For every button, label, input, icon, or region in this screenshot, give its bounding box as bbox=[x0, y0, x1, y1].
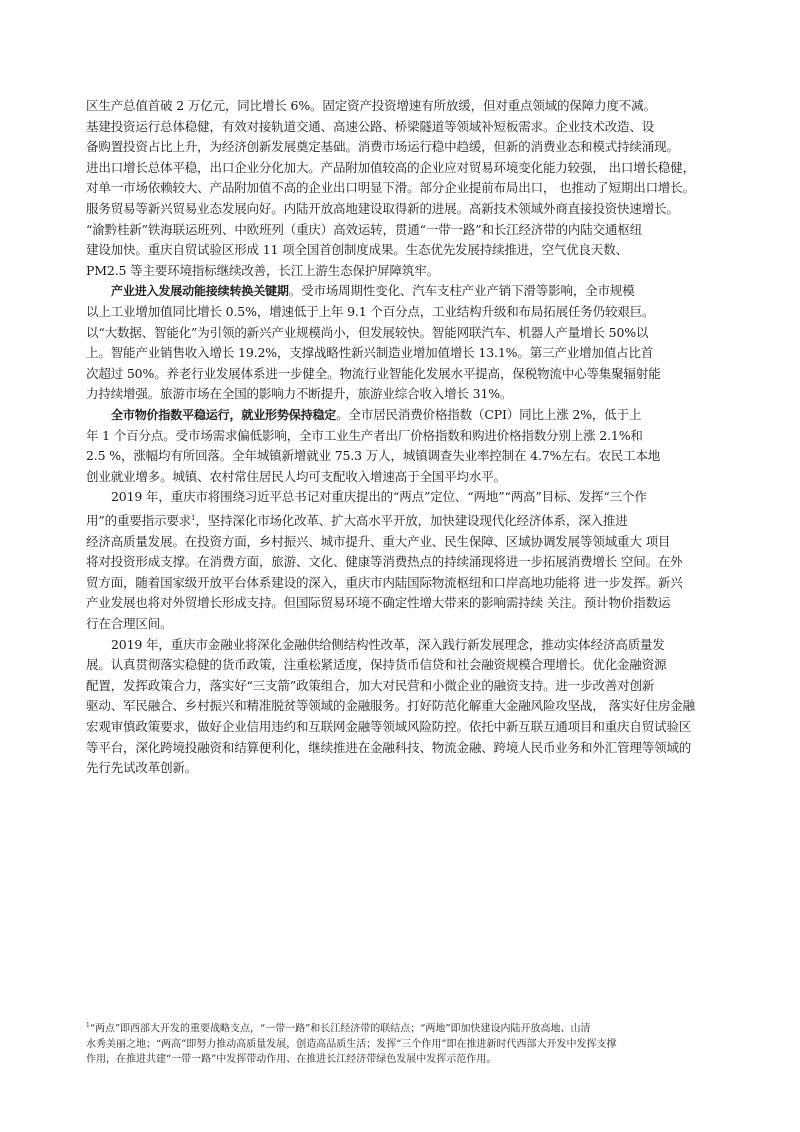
paragraph-price-line: 全市物价指数平稳运行，就业形势保持稳定。全市居民消费价格指数（CPI）同比上涨 2%，低于上 bbox=[111, 406, 642, 422]
text-line: 服务贸易等新兴贸易业态发展向好。内陆开放高地建设取得新的进展。高新技术领域外商直接投资快速增长。 bbox=[86, 200, 679, 216]
text-line: 建设加快。重庆自贸试验区形成 11 项全国首创制度成果。生态优先发展持续推进，空气优良天数、 bbox=[86, 242, 628, 258]
text-line: PM2.5 等主要环境指标继续改善，长江上游生态保护屏障筑牢。 bbox=[86, 262, 439, 278]
text-line: 对单一市场依赖较大、产品附加值不高的企业出口明显下滑。部分企业提前布局出口， 也推动了短期出口增长。 bbox=[86, 180, 695, 196]
price-heading: 全市物价指数平稳运行，就业形势保持稳定 bbox=[111, 407, 337, 422]
text-line: 以上工业增加值同比增长 0.5%，增速低于上年 9.1 个百分点，工业结构升级和布局拓展任务仍较艰巨。 bbox=[86, 303, 655, 319]
text-line: 基建投资运行总体稳健，有效对接轨道交通、高速公路、桥梁隧道等领域补短板需求。企业技术改造、设 bbox=[86, 118, 655, 134]
text-line: 创业就业增多。城镇、农村常住居民人均可支配收入增速高于全国平均水平。 bbox=[86, 468, 506, 484]
text-line: 上。智能产业销售收入增长 19.2%，支撑战略性新兴制造业增加值增长 13.1%。第三产业增加值占比首 bbox=[86, 345, 654, 361]
text-line: 展。认真贯彻落实稳健的货币政策，注重松紧适度，保持货币信贷和社会融资规模合理增长。优化金融资源 bbox=[86, 657, 667, 673]
industry-heading: 产业进入发展动能接续转换关键期 bbox=[111, 284, 289, 299]
text-line: 产业发展也将对外贸增长形成支持。但国际贸易环境不确定性增大带来的影响需持续 关注。预计物价指数运 bbox=[86, 595, 671, 611]
text-line: 行在合理区间。 bbox=[86, 616, 173, 631]
text-line: “渝黔桂新”铁海联运班列、中欧班列（重庆）高效运转，贯通“一带一路”和长江经济带的内陆交通枢纽 bbox=[86, 221, 643, 237]
text-line: 经济高质量发展。在投资方面，乡村振兴、城市提升、重大产业、民生保障、区域协调发展等领域重大 项目 bbox=[86, 533, 671, 549]
text-line: 备购置投资占比上升，为经济创新发展奠定基础。消费市场运行稳中趋缓，但新的消费业态和模式持续涌现。 bbox=[86, 139, 679, 155]
text-line: 2.5 %，涨幅均有所回落。全年城镇新增就业 75.3 万人，城镇调查失业率控制在 4.7%左右。农民工本地 bbox=[86, 448, 661, 464]
text-line: 配置，发挥政策合力，落实好“三支箭”政策组合，加大对民营和小微企业的融资支持。进一步改善对创新 bbox=[86, 677, 655, 693]
text-line: 用”的重要指示要求$^1$，坚持深化市场化改革、扩大高水平开放，加快建设现代化经济体系，深入推进 bbox=[86, 513, 628, 529]
footnote-mark: 1 bbox=[86, 1022, 90, 1029]
text-line: 区生产总值首破 2 万亿元，同比增长 6%。固定资产投资增速有所放缓，但对重点领域的保障力度不减。 bbox=[86, 98, 656, 113]
footnote bbox=[86, 1018, 762, 1068]
text-line: 2019 年，重庆市将围绕习近平总书记对重庆提出的“两点”定位、“两地”“两高”目标、发挥“三个作 bbox=[111, 489, 647, 505]
text-line: 2019 年，重庆市金融业将深化金融供给侧结构性改革，深入践行新发展理念，推动实体经济高质量发 bbox=[111, 636, 665, 652]
text-line: 驱动、军民融合、乡村振兴和精准脱贫等领域的金融服务。打好防范化解重大金融风险攻坚战， 落实好住房金融 bbox=[86, 698, 695, 714]
paragraph-industry-line: 产业进入发展动能接续转换关键期。受市场周期性变化、汽车支柱产业产销下滑等影响，全市规模 bbox=[111, 283, 635, 299]
footnote-line: $^1$“两点”即西部大开发的重要战略支点，“一带一路”和长江经济带的联结点；“两地”即加快建设内陆开放高地、山清 bbox=[86, 1022, 591, 1035]
text-line: 宏观审慎政策要求，做好企业信用违约和互联网金融等领域风险防控。依托中新互联互通项目和重庆自贸试验区 bbox=[86, 718, 692, 734]
footnote-line: 水秀美丽之地；“两高”即努力推动高质量发展，创造高品质生活；发挥“三个作用”即在推进新时代西部大开发中发挥支撑 bbox=[86, 1038, 617, 1050]
text-line: 贸方面，随着国家级开放平台体系建设的深入，重庆市内陆国际物流枢纽和口岸高地功能将 进一步发挥。新兴 bbox=[86, 574, 683, 590]
report-body bbox=[86, 96, 762, 779]
footnote-ref[interactable]: 1 bbox=[191, 513, 196, 522]
text-line: 力持续增强。旅游市场在全国的影响力不断提升，旅游业综合收入增长 31%。 bbox=[86, 386, 513, 402]
text-line: 进出口增长总体平稳，出口企业分化加大。产品附加值较高的企业应对贸易环境变化能力较强， 出口增长稳健， bbox=[86, 159, 695, 175]
text-line: 年 1 个百分点。受市场需求偏低影响，全市工业生产者出厂价格指数和购进价格指数分别上涨 2.1%和 bbox=[86, 427, 643, 443]
footnote-line: 作用，在推进共建“一带一路”中发挥带动作用、在推进长江经济带绿色发展中发挥示范作用。 bbox=[86, 1054, 497, 1066]
text-line: 将对投资形成支撑。在消费方面，旅游、文化、健康等消费热点的持续涌现将进一步拓展消费增长 空间。在外 bbox=[86, 554, 683, 570]
text-line: 先行先试改革创新。 bbox=[86, 760, 198, 776]
text-line: 以“大数据、智能化”为引领的新兴产业规模尚小，但发展较快。智能网联汽车、机器人产量增长 50%以 bbox=[86, 324, 649, 340]
text-line: 等平台，深化跨境投融资和结算便利化，继续推进在金融科技、物流金融、跨境人民币业务和外汇管理等领域的 bbox=[86, 739, 692, 755]
text-line: 次超过 50%。养老行业发展体系进一步健全。物流行业智能化发展水平提高，保税物流中心等集聚辐射能 bbox=[86, 365, 661, 381]
